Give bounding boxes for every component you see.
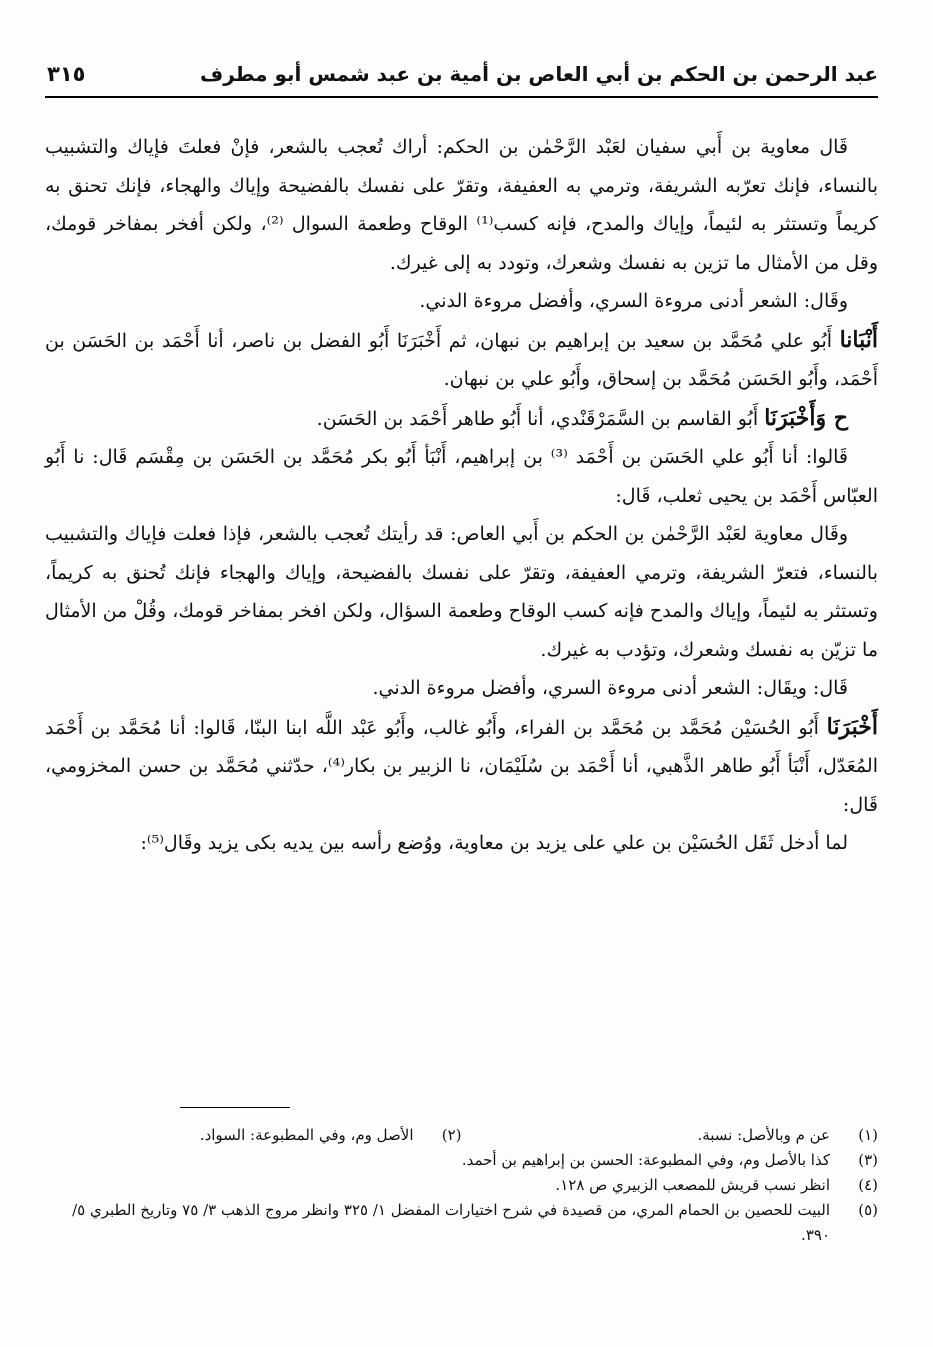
- footnote-text: الأصل وم، وفي المطبوعة: السواد.: [199, 1126, 414, 1144]
- page-number: ٣١٥: [47, 62, 86, 86]
- paragraph: أَنْبَانا أَبُو علي مُحَمَّد بن سعيد بن إبراهيم بن نبهان، ثم أَخْبَرَنَا أَبُو الفضل بن ناصر، أنا أَحْمَد بن الحَسَن بن أَحْمَد، وأَبُو الحَسَن مُحَمَّد بن إسحاق، وأَبُو علي بن نبهان.: [45, 326, 878, 390]
- footnote-2: [45, 1123, 462, 1148]
- footnote-5: [45, 1198, 878, 1248]
- footnote-1: [462, 1123, 879, 1148]
- footnote-text: عن م وبالأصل: نسبة.: [697, 1126, 830, 1144]
- paragraph: قَال معاوية بن أَبي سفيان لعَبْد الرَّحْمٰن بن الحكم: أراك تُعجب بالشعر، فإنْ فعلتَ فإياك والتشبيب بالنساء، فإنك تعرّبه الشريفة، وترمي به العفيفة، وتقرّ على نفسك بالفضيحة وإياك والهجاء، فإنك تحنق به كريماً وتستثر به لئيماً، وإياك والمدح، فإنه كسب⁽¹⁾ الوقاح وطعمة السوال ⁽²⁾، ولكن أفخر بمفاخر قومك، وقل من الأمثال ما تزين به نفسك وشعرك، وتودد به إلى غيرك.: [45, 136, 879, 274]
- isnad-keyword: أَنْبَانا: [839, 326, 878, 353]
- header-title: عبد الرحمن بن الحكم بن أبي العاص بن أمية بن عبد شمس أبو مطرف: [199, 62, 878, 86]
- footnote-number: (٢): [441, 1126, 462, 1144]
- paragraph: أَخْبَرَنَا أَبُو الحُسَيْن مُحَمَّد بن مُحَمَّد بن الفراء، وأَبُو غالب، وأَبُو عَبْد اللَّه ابنا البنّا، قَالوا: أنا مُحَمَّد بن أَحْمَد المُعَدّل، أَنْبَأ أَبُو طاهر الذَّهبي، أنا أَحْمَد بن سُلَيْمَان، نا الزبير بن بكار⁽⁴⁾، حدّثني مُحَمَّد بن حسن المخزومي، قَال:: [45, 713, 878, 816]
- paragraph: وقَال معاوية لعَبْد الرَّحْمٰن بن الحكم بن أَبي العاص: قد رأيتك تُعجب بالشعر، فإذا فعلت فإياك والتشبيب بالنساء، فتعرّ الشريفة، وترمي العفيفة، وتقرّ على نفسك بالفضيحة، وإياك والهجاء فإنك تُحنق به كريماً، وتستثر به لئيماً، وإياك والمدح فإنه كسب الوقاح وطعمة السؤال، ولكن افخر بمفاخر قومك، وقُلْ من الأمثال ما تزيّن به نفسك وشعرك، وتؤدب به غيرك.: [45, 523, 878, 661]
- footnote-text: انظر نسب قريش للمصعب الزبيري ص ١٢٨.: [555, 1176, 830, 1194]
- paragraph: وقَال: الشعر أدنى مروءة السري، وأفضل مروءة الدني.: [419, 290, 848, 312]
- footnotes: [45, 1123, 878, 1248]
- footnote-number: (١): [858, 1126, 878, 1144]
- footnote-divider: [180, 1107, 290, 1108]
- footnote-number: (٣): [858, 1151, 878, 1169]
- isnad-keyword: ح وَأَخْبَرَنَا: [764, 404, 848, 431]
- paragraph: لما أدخل ثَقَل الحُسَيْن بن علي على يزيد بن معاوية، ووُضع رأسه بين يديه بكى يزيد وقَال⁽⁵⁾:: [140, 832, 848, 854]
- footnote-4: [45, 1173, 878, 1198]
- footnote-number: (٥): [858, 1201, 878, 1219]
- footnote-number: (٤): [858, 1176, 878, 1194]
- isnad-keyword: أَخْبَرَنَا: [826, 713, 878, 740]
- paragraph: قَال: ويقَال: الشعر أدنى مروءة السري، وأفضل مروءة الدني.: [372, 677, 848, 699]
- footnote-text: كذا بالأصل وم، وفي المطبوعة: الحسن بن إبراهيم بن أحمد.: [461, 1151, 830, 1169]
- paragraph: ح وَأَخْبَرَنَا أَبُو القاسم بن السَّمَرْقَنْدي، أنا أَبُو طاهر أَحْمَد بن الحَسَن.: [316, 404, 848, 431]
- footnote-3: [45, 1148, 878, 1173]
- footnote-text: البيت للحصين بن الحمام المري، من قصيدة في شرح اختيارات المفضل ١/ ٣٢٥ وانظر مروج الذهب ٣/ ٧٥ وتاريخ الطبري ٥/ ٣٩٠.: [72, 1201, 830, 1244]
- main-text: [45, 128, 878, 863]
- running-header: [45, 60, 878, 98]
- paragraph: قَالوا: أنا أَبُو علي الحَسَن بن أَحْمَد ⁽³⁾ بن إبراهيم، أَنْبَأ أَبُو بكر مُحَمَّد بن الحَسَن بن مِقْسَم قَال: نا أَبُو العبّاس أَحْمَد بن يحيى ثعلب، قَال:: [45, 446, 878, 507]
